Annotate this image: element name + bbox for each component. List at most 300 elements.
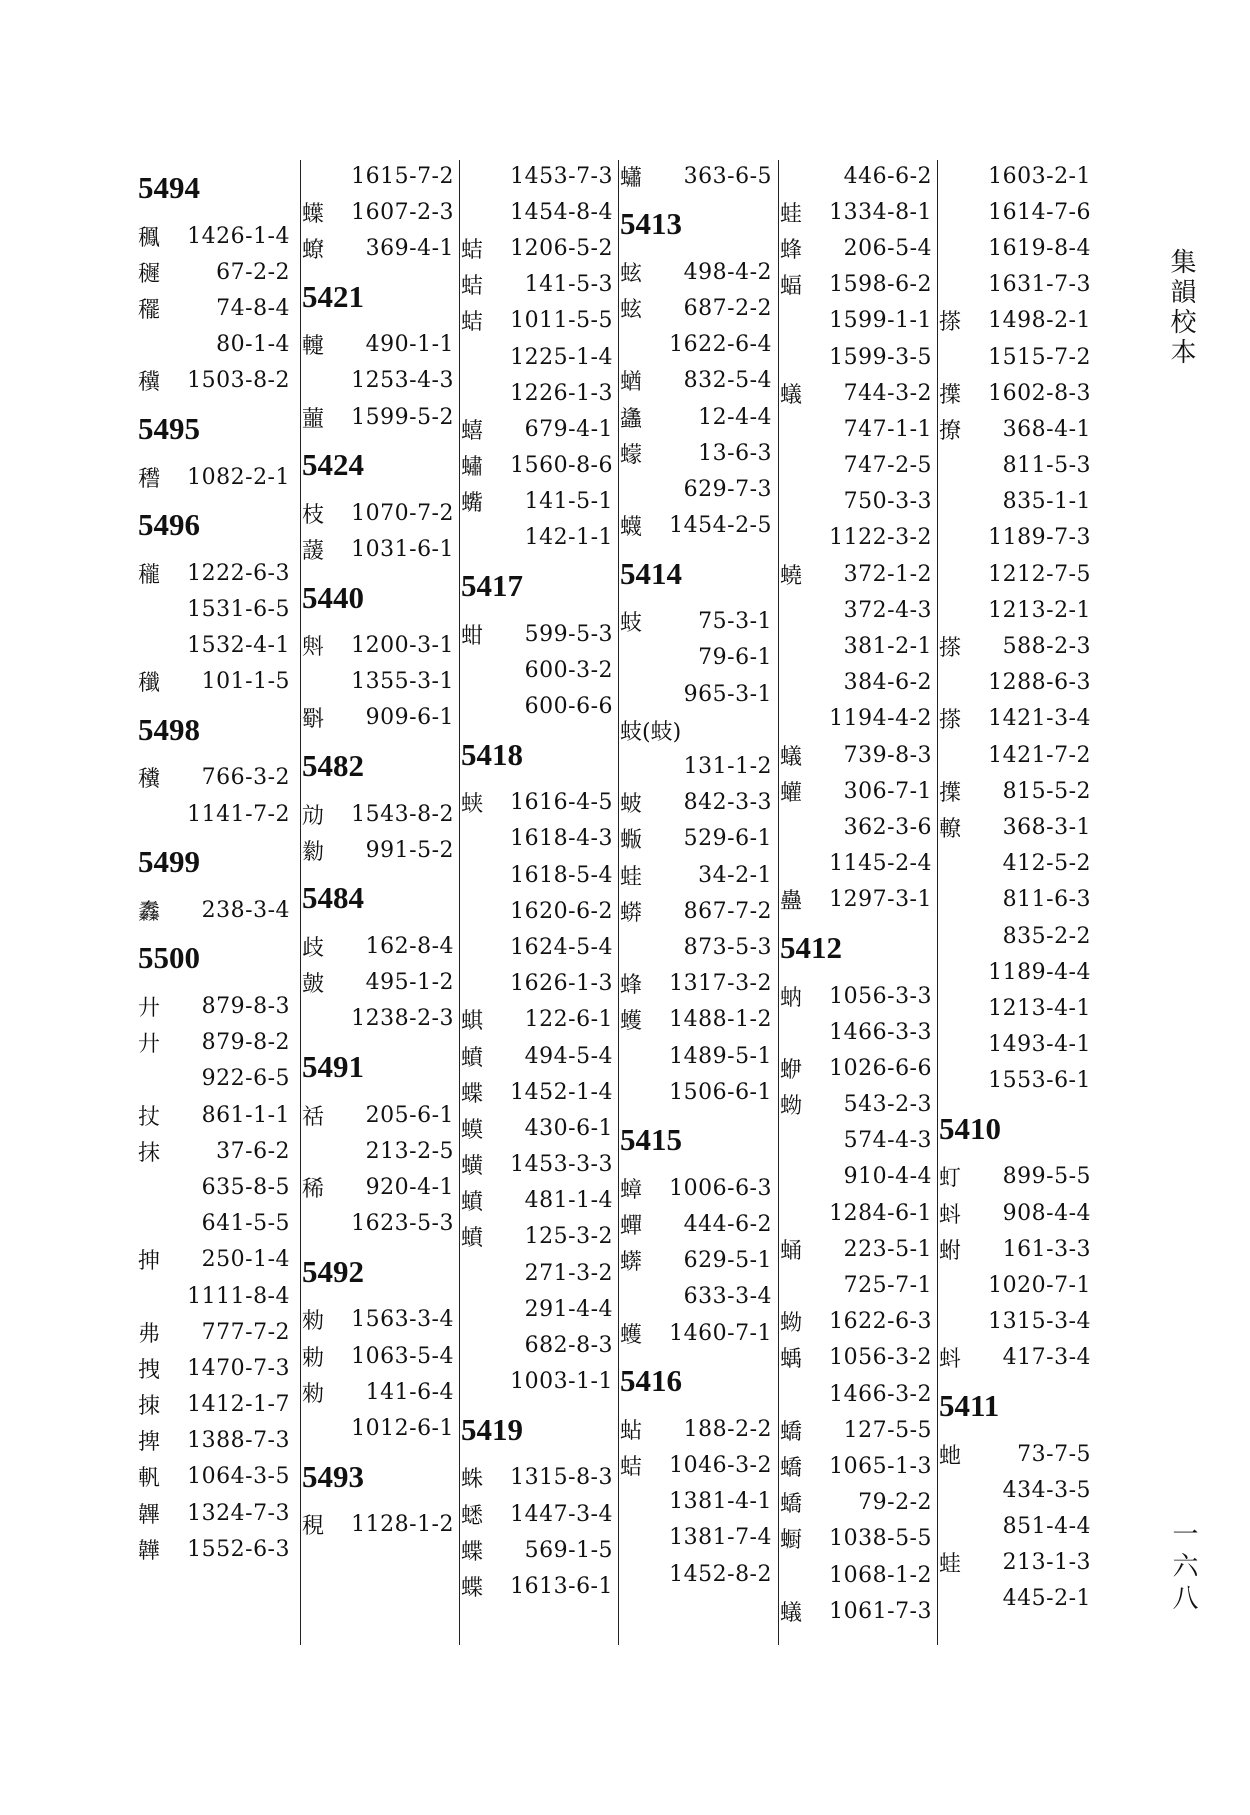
entry-row	[138, 1531, 296, 1567]
entry-row	[780, 1593, 938, 1629]
entry-row	[302, 1133, 460, 1169]
entry-reference: 1454-8-4	[510, 199, 613, 225]
entry-row	[620, 1038, 778, 1074]
entry-row	[302, 1001, 460, 1037]
entry-reference: 629-7-3	[683, 476, 772, 502]
entry-row	[138, 218, 296, 254]
entry-row	[620, 785, 778, 821]
entry-reference: 141-5-3	[524, 272, 613, 298]
entry-character: 蟜	[780, 1492, 803, 1518]
entry-reference: 430-6-1	[524, 1115, 613, 1141]
entry-row	[461, 893, 619, 929]
entry-character: 蠛	[620, 515, 643, 541]
entry-reference: 879-8-2	[201, 1030, 290, 1056]
entry-row	[939, 194, 1097, 230]
entry-row	[620, 327, 778, 363]
entry-reference: 372-4-3	[843, 597, 932, 623]
entry-reference: 381-2-1	[843, 634, 932, 660]
entry-row	[939, 1159, 1097, 1195]
entry-reference: 1026-6-6	[829, 1055, 932, 1081]
code-heading: 5415	[620, 1122, 682, 1158]
code-heading: 5410	[939, 1110, 1001, 1146]
entry-row	[780, 411, 938, 447]
entry-row	[780, 1267, 938, 1303]
entry-row	[620, 857, 778, 893]
entry-row	[939, 1195, 1097, 1231]
entry-row	[780, 1195, 938, 1231]
entry-reference: 1622-6-3	[829, 1309, 932, 1335]
entry-row	[461, 448, 619, 484]
entry-row	[780, 737, 938, 773]
entry-row	[939, 339, 1097, 375]
entry-reference: 1213-2-1	[988, 597, 1091, 623]
entry-character: 蚶	[461, 623, 484, 649]
entry-character: 蠸	[780, 780, 803, 806]
entry-row	[780, 1014, 938, 1050]
entry-row	[939, 1436, 1097, 1472]
entry-character: 搽	[939, 310, 962, 336]
entry-character: 蚾	[620, 792, 643, 818]
entry-reference: 1012-6-1	[351, 1415, 454, 1441]
entry-row	[780, 303, 938, 339]
entry-reference: 1194-4-2	[829, 706, 932, 732]
entry-reference: 271-3-2	[524, 1260, 613, 1286]
entry-row	[461, 1183, 619, 1219]
entry-row	[780, 448, 938, 484]
entry-character: 蜞	[461, 1009, 484, 1035]
entry-reference: 1063-5-4	[351, 1343, 454, 1369]
entry-character: 蠖	[620, 1322, 643, 1348]
entry-reference: 851-4-4	[1002, 1513, 1091, 1539]
entry-reference: 861-1-1	[201, 1102, 290, 1128]
entry-reference: 1128-1-2	[351, 1512, 454, 1538]
entry-row	[461, 1460, 619, 1496]
entry-reference: 417-3-4	[1002, 1345, 1091, 1371]
entry-reference: 368-3-1	[1002, 814, 1091, 840]
entry-row	[939, 665, 1097, 701]
entry-reference: 725-7-1	[843, 1273, 932, 1299]
entry-row	[939, 737, 1097, 773]
entry-row	[620, 508, 778, 544]
entry-row	[939, 1545, 1097, 1581]
entry-reference: 1624-5-4	[510, 934, 613, 960]
page-number: 一六八	[1168, 1520, 1198, 1616]
code-heading: 5416	[620, 1363, 682, 1399]
entry-row	[620, 1170, 778, 1206]
entry-reference: 1213-4-1	[988, 995, 1091, 1021]
entry-row	[939, 484, 1097, 520]
entry-character: 蝂	[620, 828, 643, 854]
entry-row	[780, 1050, 938, 1086]
code-heading: 5496	[138, 507, 200, 543]
entry-row	[620, 435, 778, 471]
entry-row	[780, 1087, 938, 1123]
entry-reference: 1006-6-3	[669, 1175, 772, 1201]
entry-reference: 1189-7-3	[988, 525, 1091, 551]
entry-reference: 832-5-4	[683, 368, 772, 394]
entry-reference: 629-5-1	[683, 1248, 772, 1274]
entry-reference: 867-7-2	[683, 898, 772, 924]
entry-reference: 481-1-4	[524, 1188, 613, 1214]
entry-row	[620, 821, 778, 857]
entry-reference: 498-4-2	[683, 259, 772, 285]
entry-reference: 250-1-4	[201, 1247, 290, 1273]
entry-row	[302, 230, 460, 266]
entry-reference: 635-8-5	[201, 1174, 290, 1200]
entry-row	[461, 1327, 619, 1363]
entry-character: 蟟	[302, 237, 325, 263]
entry-reference: 73-7-5	[1017, 1441, 1091, 1467]
entry-row	[620, 1484, 778, 1520]
entry-reference: 835-2-2	[1002, 923, 1091, 949]
column-divider	[778, 160, 779, 1645]
entry-reference: 879-8-3	[201, 994, 290, 1020]
entry-row	[620, 1315, 778, 1351]
entry-reference: 67-2-2	[216, 259, 290, 285]
entry-row	[780, 339, 938, 375]
entry-reference: 682-8-3	[524, 1333, 613, 1359]
entry-reference: 1038-5-5	[829, 1526, 932, 1552]
entry-row	[302, 1097, 460, 1133]
entry-reference: 1189-4-4	[988, 959, 1091, 985]
entry-reference: 1334-8-1	[829, 199, 932, 225]
entry-reference: 1225-1-4	[510, 344, 613, 370]
entry-reference: 34-2-1	[698, 862, 772, 888]
entry-reference: 238-3-4	[201, 897, 290, 923]
code-heading: 5495	[138, 410, 200, 446]
entry-row	[138, 796, 296, 832]
entry-reference: 362-3-6	[843, 814, 932, 840]
entry-character: 蟦	[461, 1190, 484, 1216]
entry-character: 捭	[138, 1430, 161, 1456]
entry-character: 扙	[138, 1104, 161, 1130]
entry-character: 搽	[939, 636, 962, 662]
entry-row	[302, 1169, 460, 1205]
entry-row	[302, 796, 460, 832]
entry-reference: 1453-3-3	[510, 1152, 613, 1178]
entry-row	[780, 1304, 938, 1340]
entry-row	[302, 928, 460, 964]
entry-row	[302, 1338, 460, 1374]
entry-reference: 223-5-1	[843, 1236, 932, 1262]
entry-reference: 835-1-1	[1002, 489, 1091, 515]
column-6	[939, 158, 1097, 1648]
entry-reference: 600-6-6	[524, 694, 613, 720]
entry-reference: 1200-3-1	[351, 633, 454, 659]
entry-reference: 445-2-1	[1002, 1586, 1091, 1612]
entry-row	[302, 1374, 460, 1410]
entry-row	[620, 1520, 778, 1556]
entry-reference: 747-2-5	[843, 453, 932, 479]
entry-reference: 1315-8-3	[510, 1465, 613, 1491]
entry-character: 歧	[302, 936, 325, 962]
entry-reference: 1613-6-1	[510, 1573, 613, 1599]
entry-character: 擛	[939, 780, 962, 806]
entry-row	[939, 1340, 1097, 1376]
entry-reference: 1560-8-6	[510, 453, 613, 479]
entry-reference: 1453-7-3	[510, 163, 613, 189]
entry-character: 蠂	[302, 201, 325, 227]
entry-reference: 1122-3-2	[829, 525, 932, 551]
entry-reference: 588-2-3	[1002, 634, 1091, 660]
entry-reference: 529-6-1	[683, 826, 772, 852]
entry-row	[939, 267, 1097, 303]
entry-row	[461, 230, 619, 266]
entry-row	[939, 882, 1097, 918]
entry-row	[138, 988, 296, 1024]
entry-row	[780, 1521, 938, 1557]
entry-reference: 384-6-2	[843, 670, 932, 696]
entry-character: 蟵	[780, 1528, 803, 1554]
entry-row	[138, 892, 296, 928]
entry-character: 蛣	[461, 237, 484, 263]
entry-reference: 1226-1-3	[510, 380, 613, 406]
entry-row	[302, 327, 460, 363]
code-heading: 5419	[461, 1411, 523, 1447]
entry-reference: 1381-4-1	[669, 1489, 772, 1515]
entry-character: 虰	[939, 1166, 962, 1192]
entry-reference: 1532-4-1	[187, 633, 290, 659]
entry-character: 蚿	[620, 261, 643, 287]
entry-row	[939, 1027, 1097, 1063]
entry-character: 蚹	[939, 1238, 962, 1264]
entry-row	[780, 158, 938, 194]
entry-character: 䆈	[138, 261, 161, 287]
entry-character: 蛙	[620, 864, 643, 890]
entry-reference: 1141-7-2	[187, 801, 290, 827]
entry-reference: 434-3-5	[1002, 1477, 1091, 1503]
entry-row	[620, 1556, 778, 1592]
entry-row	[461, 1291, 619, 1327]
column-2	[302, 158, 460, 1648]
entry-row	[780, 1412, 938, 1448]
entry-character: 蠭	[620, 406, 643, 432]
entry-row	[620, 966, 778, 1002]
entry-character: 蛣	[461, 310, 484, 336]
entry-character: 䆍	[138, 562, 161, 588]
entry-row	[138, 1169, 296, 1205]
entry-row	[461, 1074, 619, 1110]
entry-row	[461, 785, 619, 821]
code-heading: 5494	[138, 170, 200, 205]
entry-reference: 1222-6-3	[187, 560, 290, 586]
entry-reference: 1466-3-3	[829, 1019, 932, 1045]
entry-row	[138, 1314, 296, 1350]
entry-row	[939, 954, 1097, 990]
entry-reference: 1622-6-4	[669, 332, 772, 358]
entry-row	[620, 1279, 778, 1315]
entry-reference: 1145-2-4	[829, 851, 932, 877]
entry-character: 蛙	[939, 1552, 962, 1578]
entry-reference: 599-5-3	[524, 621, 613, 647]
entry-row	[138, 1278, 296, 1314]
entry-reference: 1602-8-3	[988, 380, 1091, 406]
entry-reference: 1626-1-3	[510, 971, 613, 997]
entry-row	[620, 399, 778, 435]
code-heading: 5424	[302, 447, 364, 483]
entry-reference: 641-5-5	[201, 1211, 290, 1237]
entry-row	[138, 254, 296, 290]
entry-reference: 1447-3-4	[510, 1501, 613, 1527]
entry-row	[302, 664, 460, 700]
code-heading: 5440	[302, 579, 364, 615]
entry-reference: 1070-7-2	[351, 500, 454, 526]
entry-reference: 74-8-4	[216, 295, 290, 321]
entry-row	[620, 290, 778, 326]
entry-row	[302, 399, 460, 435]
entry-character: 蟑	[620, 1177, 643, 1203]
entry-reference: 1412-1-7	[187, 1392, 290, 1418]
entry-row	[302, 1507, 460, 1543]
entry-row	[461, 966, 619, 1002]
entry-row	[939, 809, 1097, 845]
entry-row	[302, 700, 460, 736]
entry-character: 蟦	[461, 1226, 484, 1252]
entry-row	[620, 676, 778, 712]
entry-row	[461, 929, 619, 965]
entry-character: 蚴	[780, 1311, 803, 1337]
column-divider	[300, 160, 301, 1645]
entry-row	[461, 616, 619, 652]
entry-reference: 1324-7-3	[187, 1500, 290, 1526]
entry-reference: 13-6-3	[698, 440, 772, 466]
entry-row	[620, 1447, 778, 1483]
entry-reference: 490-1-1	[365, 332, 454, 358]
entry-character: 蟢	[461, 418, 484, 444]
entry-reference: 142-1-1	[524, 525, 613, 551]
entry-reference: 1454-2-5	[669, 513, 772, 539]
entry-row	[939, 303, 1097, 339]
entry-row	[939, 158, 1097, 194]
entry-reference: 1498-2-1	[988, 308, 1091, 334]
entry-reference: 1619-8-4	[988, 235, 1091, 261]
entry-character: 蚪	[939, 1202, 962, 1228]
entry-reference: 75-3-1	[698, 609, 772, 635]
entry-row	[461, 339, 619, 375]
entry-reference: 494-5-4	[524, 1043, 613, 1069]
entry-reference: 1317-3-2	[669, 971, 772, 997]
entry-reference: 1531-6-5	[187, 596, 290, 622]
entry-row	[780, 1123, 938, 1159]
entry-row	[780, 1231, 938, 1267]
entry-character: 斣	[302, 707, 325, 733]
entry-reference: 205-6-1	[365, 1102, 454, 1128]
entry-reference: 920-4-1	[365, 1174, 454, 1200]
entry-character: 韡	[138, 1538, 161, 1564]
entry-character: 蚑	[620, 611, 643, 637]
entry-reference: 141-5-1	[524, 489, 613, 515]
code-heading: 5499	[138, 844, 200, 880]
entry-reference: 1466-3-2	[829, 1381, 932, 1407]
entry-reference: 747-1-1	[843, 416, 932, 442]
entry-character: 勑	[302, 1381, 325, 1407]
entry-reference: 1061-7-3	[829, 1598, 932, 1624]
entry-character: 拽	[138, 1357, 161, 1383]
entry-character: 蟋	[461, 1503, 484, 1529]
running-title: 集韻校本	[1166, 248, 1196, 368]
entry-row	[620, 748, 778, 784]
entry-row	[780, 194, 938, 230]
entry-reference: 909-6-1	[365, 705, 454, 731]
entry-character: 蟕	[461, 491, 484, 517]
entry-reference: 1506-6-1	[669, 1079, 772, 1105]
entry-character: 蚑(蚑)	[620, 719, 682, 745]
code-heading: 5500	[138, 940, 200, 976]
entry-reference: 1618-5-4	[510, 862, 613, 888]
entry-character: 蟻	[780, 744, 803, 770]
entry-row	[138, 1206, 296, 1242]
entry-row	[461, 652, 619, 688]
entry-reference: 161-3-3	[1002, 1236, 1091, 1262]
entry-row	[620, 893, 778, 929]
entry-character: 蟜	[780, 1419, 803, 1445]
entry-row	[939, 1472, 1097, 1508]
entry-reference: 922-6-5	[201, 1066, 290, 1092]
entry-row	[939, 1231, 1097, 1267]
entry-reference: 739-8-3	[843, 742, 932, 768]
entry-reference: 908-4-4	[1002, 1200, 1091, 1226]
entry-reference: 1388-7-3	[187, 1428, 290, 1454]
entry-reference: 37-6-2	[216, 1138, 290, 1164]
entry-reference: 1284-6-1	[829, 1200, 932, 1226]
entry-character: 蠓	[620, 442, 643, 468]
entry-reference: 569-1-5	[524, 1537, 613, 1563]
entry-reference: 1598-6-2	[829, 272, 932, 298]
entry-reference: 815-5-2	[1002, 778, 1091, 804]
code-heading: 5493	[302, 1458, 364, 1494]
entry-reference: 873-5-3	[683, 934, 772, 960]
entry-row	[939, 1063, 1097, 1099]
entry-row	[780, 628, 938, 664]
entry-reference: 206-5-4	[843, 235, 932, 261]
entry-character: 蛜	[780, 1057, 803, 1083]
entry-character: 拺	[138, 1394, 161, 1420]
entry-row	[461, 411, 619, 447]
entry-reference: 965-3-1	[683, 681, 772, 707]
entry-reference: 1515-7-2	[988, 344, 1091, 370]
entry-row	[461, 1496, 619, 1532]
entry-reference: 162-8-4	[365, 934, 454, 960]
entry-character: 蛹	[780, 1238, 803, 1264]
code-heading: 5491	[302, 1049, 364, 1084]
entry-character: 䆏	[138, 767, 161, 793]
entry-row	[461, 857, 619, 893]
entry-character: 蟒	[620, 900, 643, 926]
entry-row	[780, 1448, 938, 1484]
entry-row	[939, 701, 1097, 737]
entry-row	[620, 1207, 778, 1243]
entry-reference: 1065-1-3	[829, 1453, 932, 1479]
entry-character: 撩	[939, 418, 962, 444]
entry-character: 枝	[302, 502, 325, 528]
entry-reference: 1426-1-4	[187, 223, 290, 249]
entry-character: 劥	[302, 803, 325, 829]
entry-character: 蟬	[620, 1214, 643, 1240]
entry-character: 蟻	[780, 382, 803, 408]
entry-row	[620, 604, 778, 640]
entry-character: 搽	[939, 708, 962, 734]
entry-reference: 811-6-3	[1002, 887, 1091, 913]
entry-character: 勑	[302, 1309, 325, 1335]
entry-reference: 1003-1-1	[510, 1369, 613, 1395]
entry-row	[461, 821, 619, 857]
entry-character: 蠨	[620, 165, 643, 191]
entry-character: 抻	[138, 1249, 161, 1275]
entry-character: 勅	[302, 1345, 325, 1371]
entry-row	[939, 628, 1097, 664]
entry-row	[138, 290, 296, 326]
entry-reference: 1623-5-3	[351, 1211, 454, 1237]
